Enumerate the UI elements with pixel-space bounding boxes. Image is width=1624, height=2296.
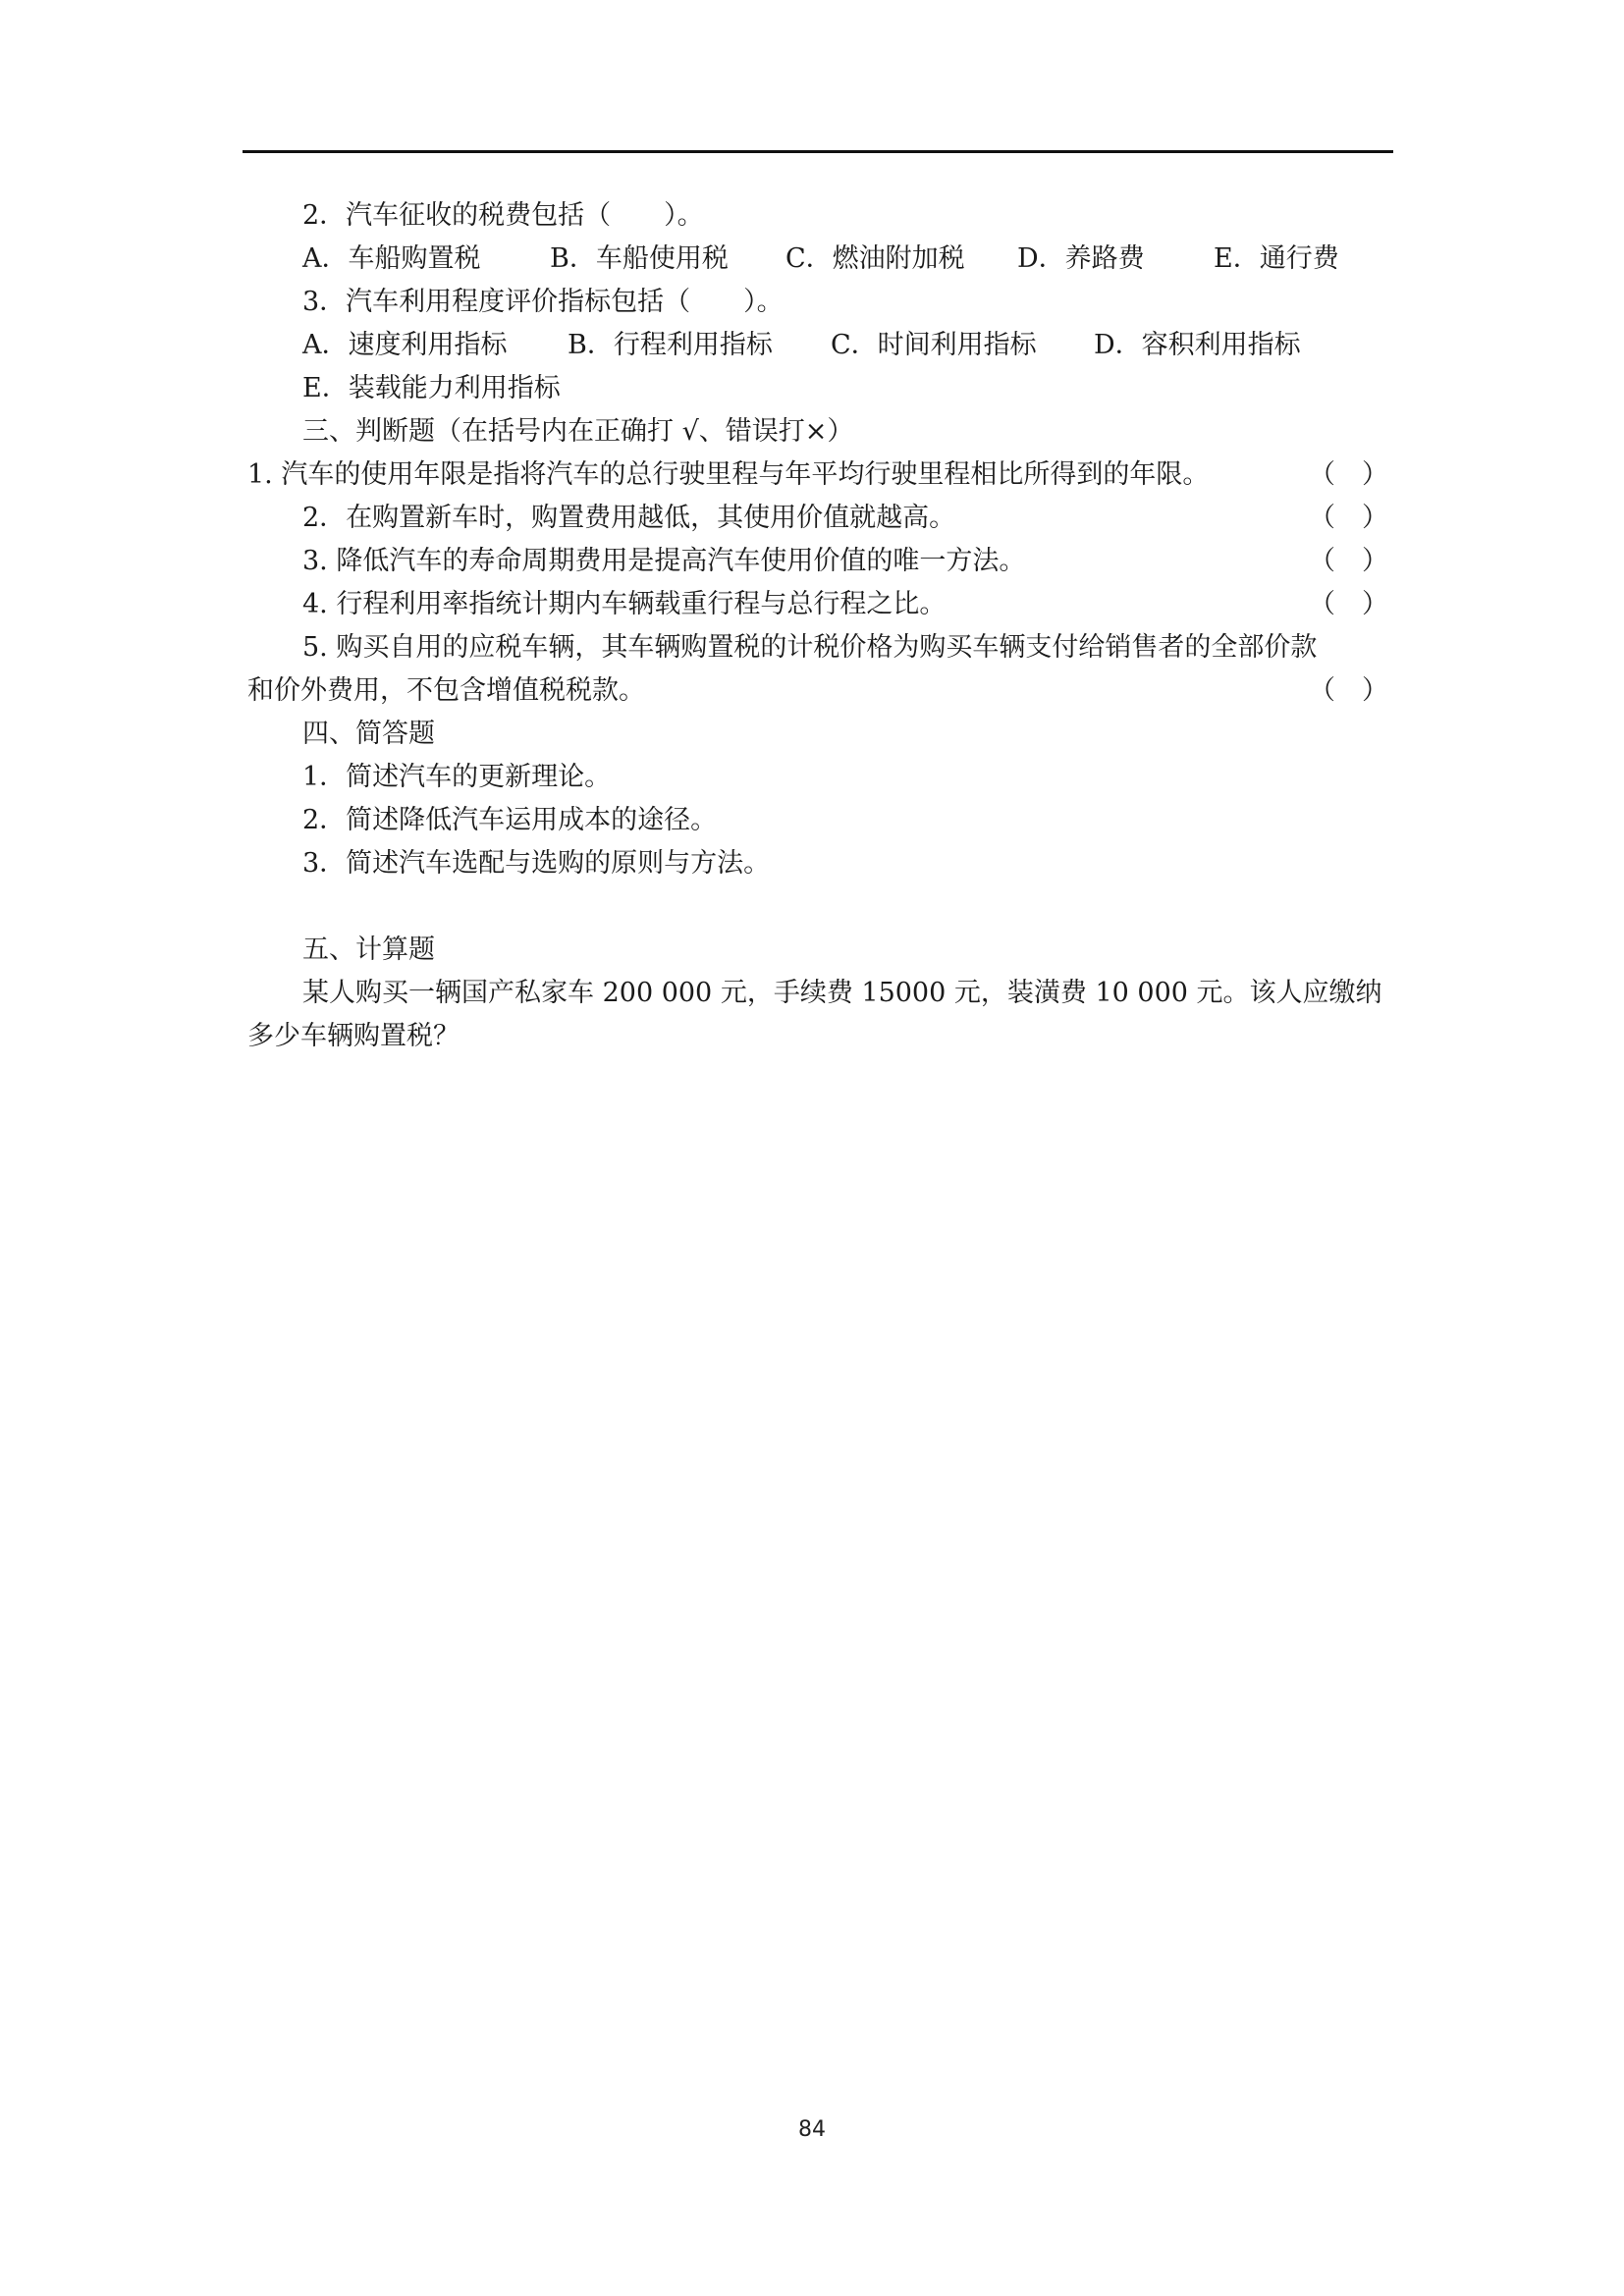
option-a: A．车船购置税 <box>302 243 481 274</box>
section-heading-calculation: 五、计算题 <box>302 934 435 965</box>
page-number: 84 <box>798 2117 826 2142</box>
calculation-problem-line-2: 多少车辆购置税？ <box>247 1021 460 1051</box>
judge-item-2 <box>247 497 1392 540</box>
answer-parentheses: （ ） <box>1309 459 1388 490</box>
judge-item-4 <box>247 583 1392 626</box>
option-d: D．养路费 <box>1017 243 1145 274</box>
mc-question-2-options <box>247 238 1392 281</box>
option-c: C．时间利用指标 <box>831 330 1037 360</box>
option-e: E．装载能力利用指标 <box>302 373 561 403</box>
section-heading-judge: 三、判断题（在括号内在正确打 √、错误打×） <box>302 416 854 447</box>
page-content <box>247 194 1392 1058</box>
option-c: C．燃油附加税 <box>785 243 965 274</box>
option-d: D．容积利用指标 <box>1094 330 1301 360</box>
judge-item-text: 4. 行程利用率指统计期内车辆载重行程与总行程之比。 <box>302 589 947 619</box>
option-b: B．车船使用税 <box>550 243 729 274</box>
answer-parentheses: （ ） <box>1309 546 1388 576</box>
option-b: B．行程利用指标 <box>568 330 773 360</box>
section-heading-short-answer: 四、简答题 <box>302 719 435 749</box>
judge-item-text: 和价外费用，不包含增值税税款。 <box>247 675 645 706</box>
judge-item-text: 3. 降低汽车的寿命周期费用是提高汽车使用价值的唯一方法。 <box>302 546 1026 576</box>
answer-parentheses: （ ） <box>1309 675 1388 706</box>
judge-item-text: 2．在购置新车时，购置费用越低，其使用价值就越高。 <box>302 503 956 533</box>
mc-question-3-options <box>247 324 1392 367</box>
judge-item-text: 1. 汽车的使用年限是指将汽车的总行驶里程与年平均行驶里程相比所得到的年限。 <box>247 459 1210 490</box>
mc-question-3: 3．汽车利用程度评价指标包括（ ）。 <box>302 287 784 317</box>
calculation-problem-line-1: 某人购买一辆国产私家车 200 000 元，手续费 15000 元，装潢费 10 000 元。该人应缴纳 <box>302 978 1382 1008</box>
judge-item-5-line-2 <box>247 669 1392 713</box>
option-e: E．通行费 <box>1214 243 1339 274</box>
mc-question-2: 2．汽车征收的税费包括（ ）。 <box>302 200 704 231</box>
short-answer-item-1: 1．简述汽车的更新理论。 <box>302 762 612 792</box>
section-spacer <box>247 885 1392 929</box>
short-answer-item-3: 3．简述汽车选配与选购的原则与方法。 <box>302 848 771 879</box>
judge-item-5-line-1: 5. 购买自用的应税车辆，其车辆购置税的计税价格为购买车辆支付给销售者的全部价款 <box>302 632 1318 663</box>
short-answer-item-2: 2．简述降低汽车运用成本的途径。 <box>302 805 718 835</box>
answer-parentheses: （ ） <box>1309 503 1388 533</box>
answer-parentheses: （ ） <box>1309 589 1388 619</box>
judge-item-3 <box>247 540 1392 583</box>
header-rule <box>243 150 1393 153</box>
judge-item-1 <box>247 454 1392 497</box>
option-a: A．速度利用指标 <box>302 330 508 360</box>
